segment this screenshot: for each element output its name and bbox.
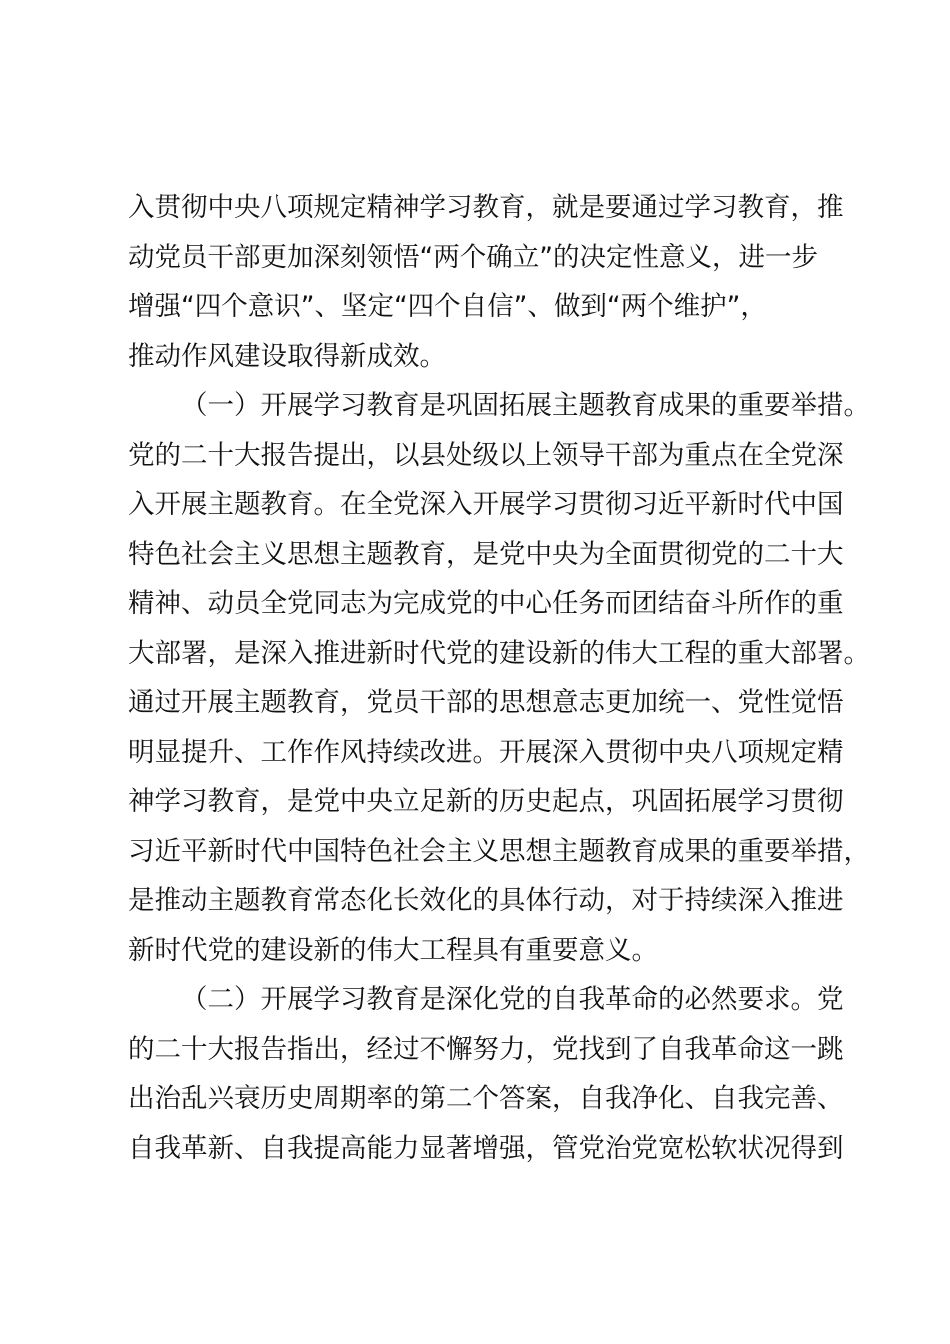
text-line-9: 精神、动员全党同志为完成党的中心任务而团结奋斗所作的重 (128, 588, 844, 619)
text-line-20: 自我革新、自我提高能力显著增强，管党治党宽松软状况得到 (128, 1132, 844, 1164)
text-line-1: 入贯彻中央八项规定精神学习教育，就是要通过学习教育，推 (128, 192, 844, 223)
text-line-12: 明显提升、工作作风持续改进。开展深入贯彻中央八项规定精 (128, 736, 844, 768)
text-line-14: 习近平新时代中国特色社会主义思想主题教育成果的重要举措， (128, 835, 870, 867)
document-body (128, 183, 870, 1173)
text-line-11: 通过开展主题教育，党员干部的思想意志更加统一、党性觉悟 (128, 687, 844, 718)
section-heading-1: （一）开展学习教育是巩固拓展主题教育成果的重要举措。 (181, 390, 870, 421)
text-line-7: 入开展主题教育。在全党深入开展学习贯彻习近平新时代中国 (128, 489, 844, 520)
text-line-6: 党的二十大报告提出，以县处级以上领导干部为重点在全党深 (128, 439, 844, 471)
text-line-8: 特色社会主义思想主题教育，是党中央为全面贯彻党的二十大 (128, 538, 844, 570)
text-line-3: 增强“四个意识”、坚定“四个自信”、做到“两个维护”， (128, 291, 767, 322)
text-line-19: 出治乱兴衰历史周期率的第二个答案，自我净化、自我完善、 (128, 1083, 844, 1114)
text-line-15: 是推动主题教育常态化长效化的具体行动，对于持续深入推进 (128, 885, 844, 916)
text-line-18: 的二十大报告指出，经过不懈努力，党找到了自我革命这一跳 (128, 1033, 844, 1065)
section-heading-2: （二）开展学习教育是深化党的自我革命的必然要求。党 (181, 984, 844, 1015)
text-line-16: 新时代党的建设新的伟大工程具有重要意义。 (128, 934, 658, 966)
text-line-2: 动党员干部更加深刻领悟“两个确立”的决定性意义，进一步 (128, 241, 818, 273)
text-line-13: 神学习教育，是党中央立足新的历史起点，巩固拓展学习贯彻 (128, 786, 844, 817)
text-line-4: 推动作风建设取得新成效。 (128, 340, 446, 372)
text-line-10: 大部署，是深入推进新时代党的建设新的伟大工程的重大部署。 (128, 637, 870, 669)
